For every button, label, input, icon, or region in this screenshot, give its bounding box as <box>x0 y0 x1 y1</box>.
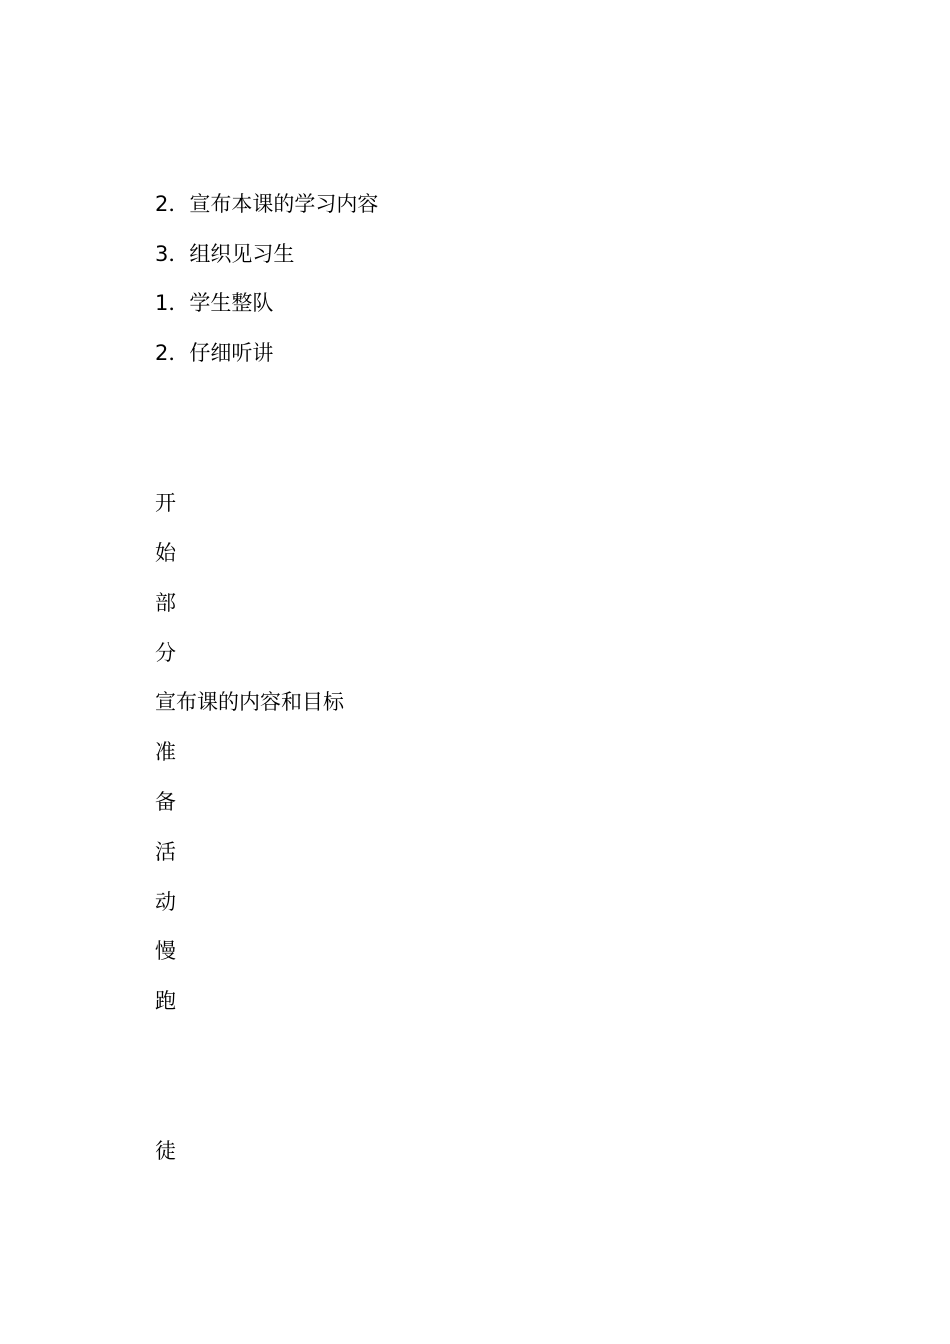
text-char-man: 慢 <box>155 939 176 963</box>
text-line-organize-observers: 3．组织见习生 <box>155 242 295 266</box>
text-char-fen: 分 <box>155 641 176 665</box>
text-char-tu: 徒 <box>155 1139 176 1163</box>
text-char-shi: 始 <box>155 541 176 565</box>
text-char-kai: 开 <box>155 491 176 515</box>
text-char-zhun: 准 <box>155 740 176 764</box>
text-line-student-lineup: 1．学生整队 <box>155 291 274 315</box>
text-char-huo: 活 <box>155 840 176 864</box>
text-line-announce-content: 2．宣布本课的学习内容 <box>155 192 379 216</box>
text-line-announce-goals: 宣布课的内容和目标 <box>155 690 344 714</box>
text-char-bei: 备 <box>155 790 176 814</box>
text-line-listen-carefully: 2．仔细听讲 <box>155 341 274 365</box>
text-char-dong: 动 <box>155 890 176 914</box>
text-char-bu: 部 <box>155 591 176 615</box>
text-char-pao: 跑 <box>155 989 176 1013</box>
